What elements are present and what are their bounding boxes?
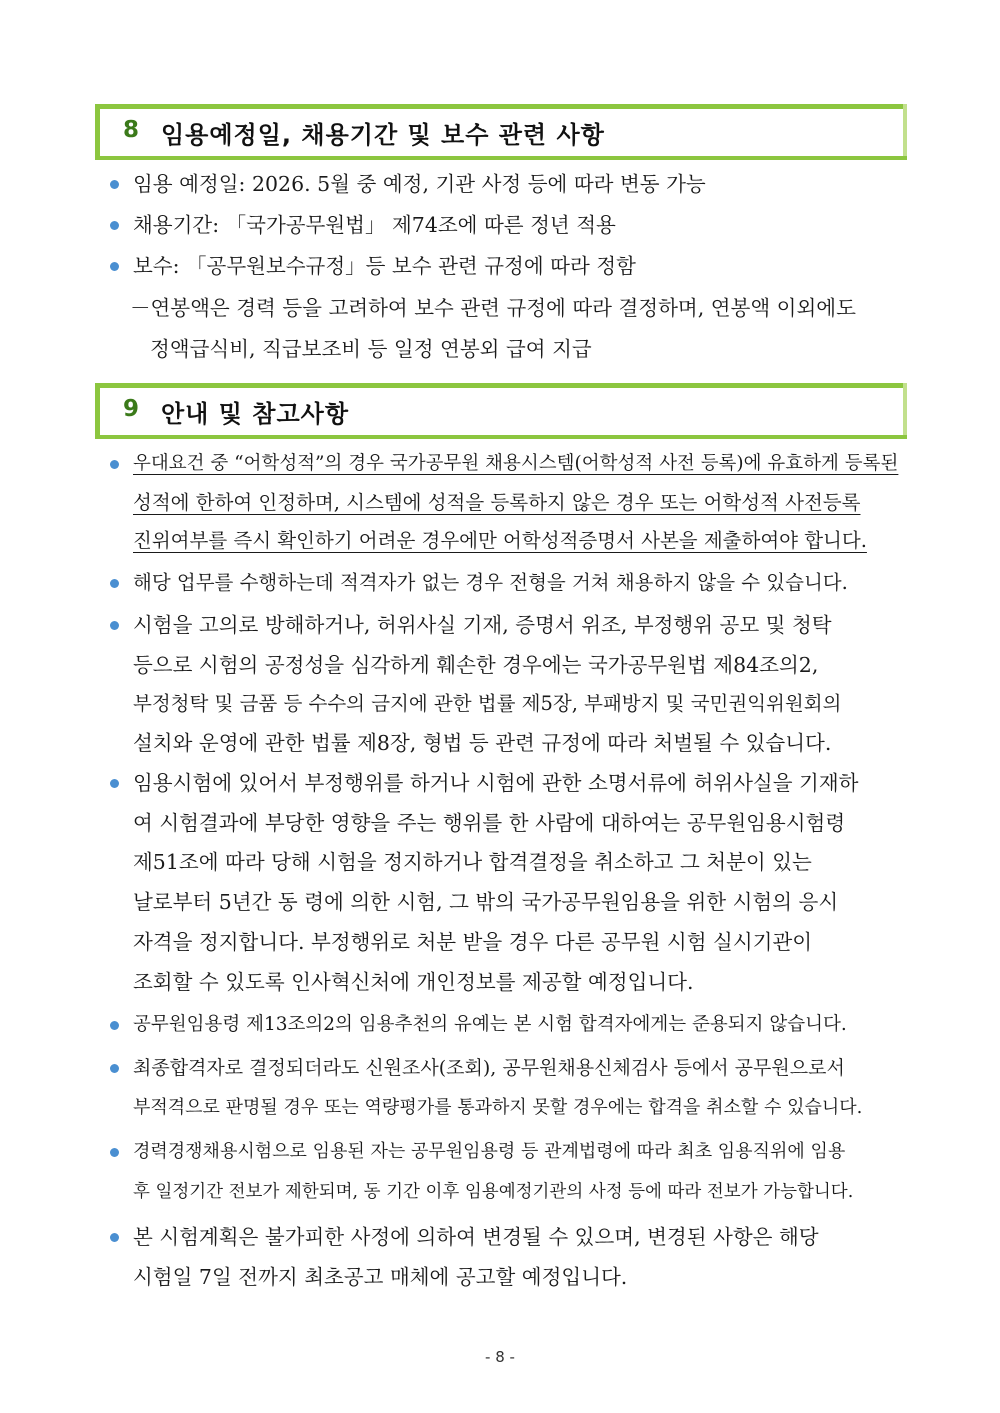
section-8-header <box>95 104 907 160</box>
bullet-icon <box>110 1064 119 1073</box>
section-9-header <box>95 383 907 439</box>
header-bottom-border <box>95 435 907 439</box>
bullet-icon <box>110 1233 119 1242</box>
page-number: - 8 - <box>485 1348 515 1366</box>
sub-item-line: 정액급식비, 직급보조비 등 일정 연봉외 급여 지급 <box>150 337 592 361</box>
list-item-line: 시험을 고의로 방해하거나, 허위사실 기재, 증명서 위조, 부정행위 공모 및 청탁 <box>133 613 832 637</box>
header-right-border <box>903 104 907 160</box>
list-item-line: 임용시험에 있어서 부정행위를 하거나 시험에 관한 소명서류에 허위사실을 기재하 <box>133 771 859 795</box>
header-right-border <box>903 383 907 439</box>
list-item-line: 자격을 정지합니다. 부정행위로 처분 받을 경우 다른 공무원 시험 실시기관이 <box>133 930 813 954</box>
list-item-line: 공무원임용령 제13조의2의 임용추천의 유예는 본 시험 합격자에게는 준용되지 않습니다. <box>133 1014 847 1035</box>
list-item-line: 부정청탁 및 금품 등 수수의 금지에 관한 법률 제5장, 부패방지 및 국민권익위원회의 <box>133 692 842 715</box>
list-item-line: 여 시험결과에 부당한 영향을 주는 행위를 한 사람에 대하여는 공무원임용시험령 <box>133 811 846 835</box>
bullet-icon <box>110 180 119 189</box>
bullet-icon <box>110 262 119 271</box>
list-item-line: 제51조에 따라 당해 시험을 정지하거나 합격결정을 취소하고 그 처분이 있는 <box>133 850 812 874</box>
list-item-line: 성적에 한하여 인정하며, 시스템에 성적을 등록하지 않은 경우 또는 어학성적 사전등록 <box>133 491 861 514</box>
list-item-line: 최종합격자로 결정되더라도 신원조사(조회), 공무원채용신체검사 등에서 공무원으로서 <box>133 1057 845 1079</box>
header-top-border <box>95 383 907 388</box>
header-left-border <box>95 383 100 439</box>
list-item-line: 시험일 7일 전까지 최초공고 매체에 공고할 예정입니다. <box>133 1265 628 1289</box>
list-item-line: 후 일정기간 전보가 제한되며, 동 기간 이후 임용예정기관의 사정 등에 따라 전보가 가능합니다. <box>133 1182 854 1202</box>
list-item-line: 우대요건 중 “어학성적”의 경우 국가공무원 채용시스템(어학성적 사전 등록)에 유효하게 등록된 <box>133 453 899 474</box>
section-number: 8 <box>123 117 140 143</box>
bullet-icon <box>110 1021 119 1030</box>
list-item: 채용기간: 「국가공무원법」 제74조에 따른 정년 적용 <box>133 213 616 237</box>
list-item-line: 설치와 운영에 관한 법률 제8장, 형법 등 관련 규정에 따라 처벌될 수 있습니다. <box>133 731 832 755</box>
list-item-line: 해당 업무를 수행하는데 적격자가 없는 경우 전형을 거쳐 채용하지 않을 수 있습니다. <box>133 571 848 594</box>
bullet-icon <box>110 779 119 788</box>
list-item-line: 등으로 시험의 공정성을 심각하게 훼손한 경우에는 국가공무원법 제84조의2, <box>133 653 819 677</box>
list-item-line: 부적격으로 판명될 경우 또는 역량평가를 통과하지 못할 경우에는 합격을 취소할 수 있습니다. <box>133 1097 863 1118</box>
list-item: 임용 예정일: 2026. 5월 중 예정, 기관 사정 등에 따라 변동 가능 <box>133 172 706 196</box>
bullet-icon <box>110 1148 119 1157</box>
bullet-icon <box>110 579 119 588</box>
list-item-line: 날로부터 5년간 동 령에 의한 시험, 그 밖의 국가공무원임용을 위한 시험의 응시 <box>133 890 839 914</box>
header-top-border <box>95 104 907 109</box>
list-item: 보수: 「공무원보수규정」등 보수 관련 규정에 따라 정함 <box>133 254 636 278</box>
section-title: 안내 및 참고사항 <box>161 400 349 428</box>
header-bottom-border <box>95 156 907 160</box>
header-left-border <box>95 104 100 160</box>
list-item-line: 본 시험계획은 불가피한 사정에 의하여 변경될 수 있으며, 변경된 사항은 해당 <box>133 1225 819 1249</box>
bullet-icon <box>110 621 119 630</box>
bullet-icon <box>110 460 119 469</box>
list-item-line: 경력경쟁채용시험으로 임용된 자는 공무원임용령 등 관계법령에 따라 최초 임용직위에 임용 <box>133 1141 846 1162</box>
bullet-icon <box>110 221 119 230</box>
list-item-line: 조회할 수 있도록 인사혁신처에 개인정보를 제공할 예정입니다. <box>133 970 694 994</box>
section-number: 9 <box>123 396 140 422</box>
sub-item-line: －연봉액은 경력 등을 고려하여 보수 관련 규정에 따라 결정하며, 연봉액 이외에도 <box>130 296 856 320</box>
section-title: 임용예정일, 채용기간 및 보수 관련 사항 <box>161 121 605 149</box>
list-item-line: 진위여부를 즉시 확인하기 어려운 경우에만 어학성적증명서 사본을 제출하여야 합니다. <box>133 529 867 552</box>
